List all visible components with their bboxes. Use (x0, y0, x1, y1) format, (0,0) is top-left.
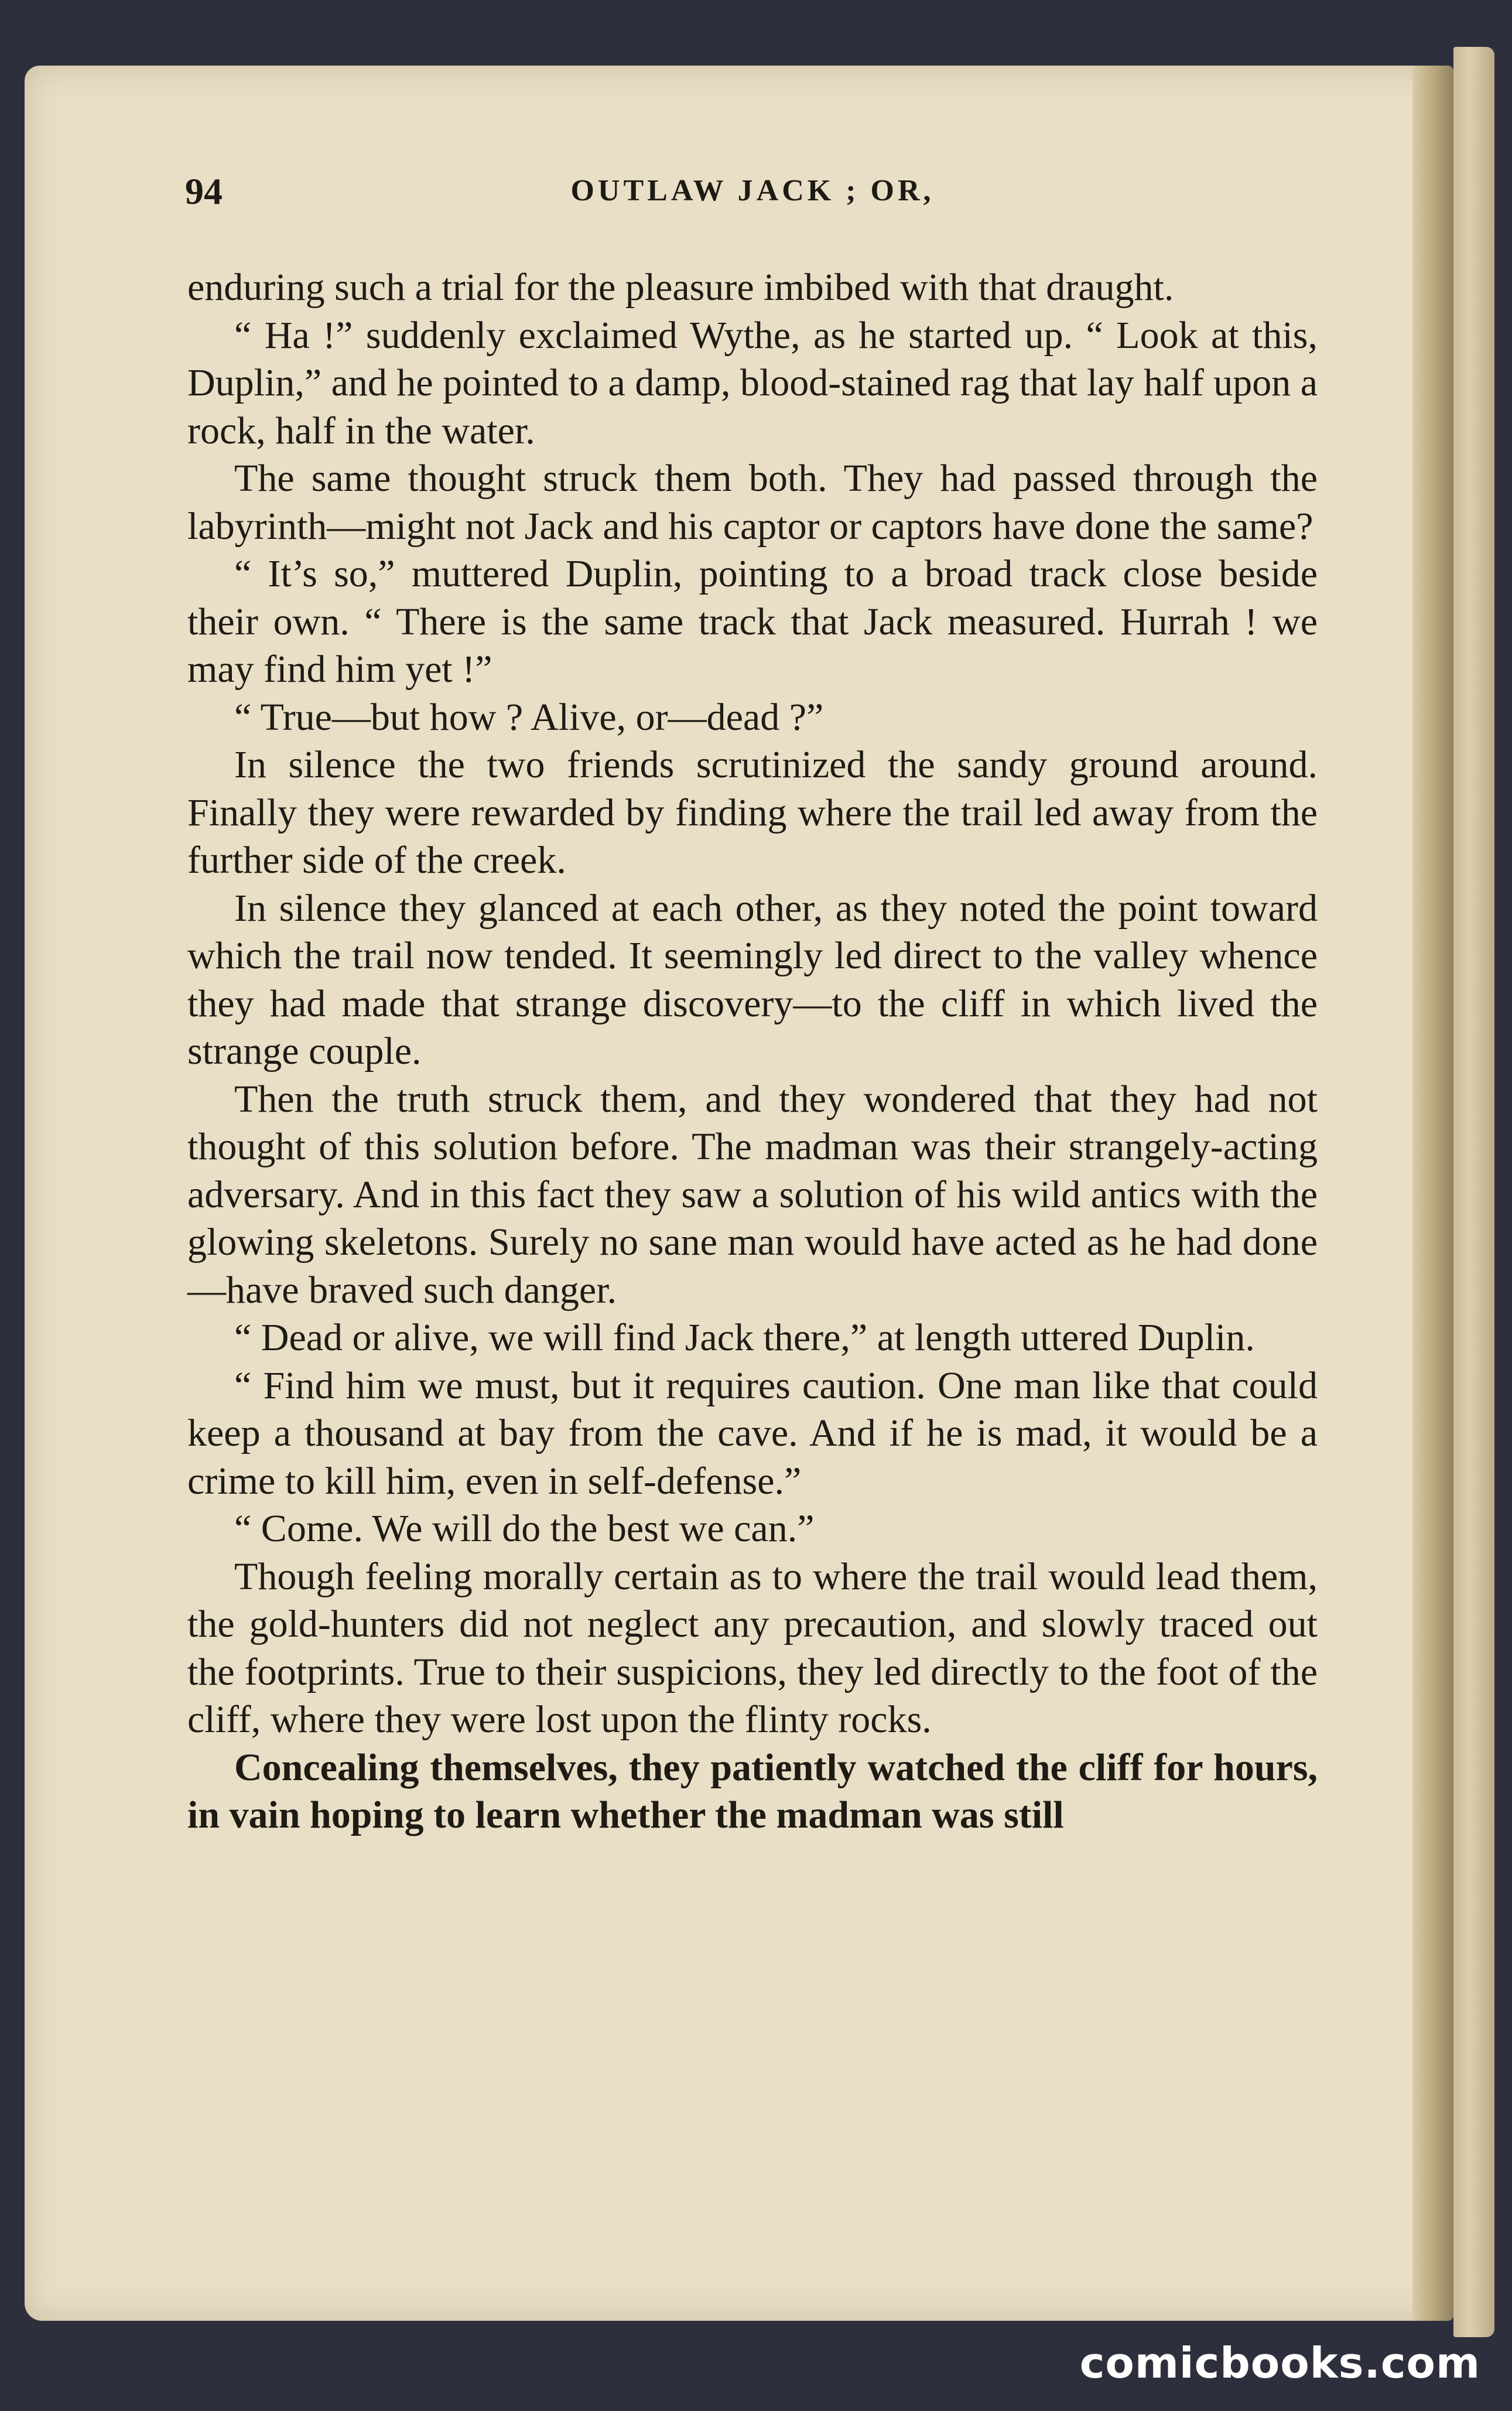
paragraph: Then the truth struck them, and they wondered that they had not thought of this solution before. The madman was their strangely-acting adversary. And in this fact they saw a solution of his wild antics with the glowing skeletons. Surely no sane man would have acted as he had done—have braved such danger. (187, 1077, 1318, 1312)
page-gutter (1412, 66, 1453, 2321)
paragraph: “ It’s so,” muttered Duplin, pointing to a broad track close beside their own. “ There is the same track that Jack measured. Hurrah ! we may find him yet !” (187, 552, 1318, 691)
running-head: OUTLAW JACK ; OR, (570, 174, 935, 207)
paragraph: enduring such a trial for the pleasure imbibed with that draught. (187, 266, 1174, 309)
paragraph: “ Come. We will do the best we can.” (234, 1507, 815, 1550)
paragraph: The same thought struck them both. They had passed through the labyrinth—might not Jack and his captor or captors have done the same? (187, 457, 1318, 548)
next-page-edge (1453, 47, 1494, 2337)
page-header (158, 170, 1347, 228)
paragraph: “ Dead or alive, we will find Jack there,” at length uttered Duplin. (234, 1316, 1255, 1359)
paragraph: “ True—but how ? Alive, or—dead ?” (234, 695, 824, 739)
paragraph: Though feeling morally certain as to where the trail would lead them, the gold-hunters did not neglect any precaution, and slowly traced out the footprints. True to their suspicions, they led directly to the foot of the cliff, where they were lost upon the flinty rocks. (187, 1555, 1318, 1741)
paragraph: In silence the two friends scrutinized the sandy ground around. Finally they were rewarded by finding where the trail led away from the further side of the creek. (187, 743, 1318, 882)
paragraph: “ Ha !” suddenly exclaimed Wythe, as he started up. “ Look at this, Duplin,” and he pointed to a damp, blood-stained rag that lay half upon a rock, half in the water. (187, 313, 1318, 452)
paragraph: In silence they glanced at each other, as they noted the point toward which the trail now tended. It seemingly led direct to the valley whence they had made that strange discovery—to the cliff in which lived the strange couple. (187, 886, 1318, 1073)
paragraph: “ Find him we must, but it requires caution. One man like that could keep a thousand at bay from the cave. And if he is mad, it would be a crime to kill him, even in self-defense.” (187, 1364, 1318, 1502)
site-watermark: comicbooks.com (1079, 2338, 1480, 2388)
page-number: 94 (185, 170, 223, 212)
paragraph: Concealing themselves, they patiently watched the cliff for hours, in vain hoping to learn whether the madman was still (187, 1746, 1318, 1836)
body-text (187, 264, 1318, 1839)
